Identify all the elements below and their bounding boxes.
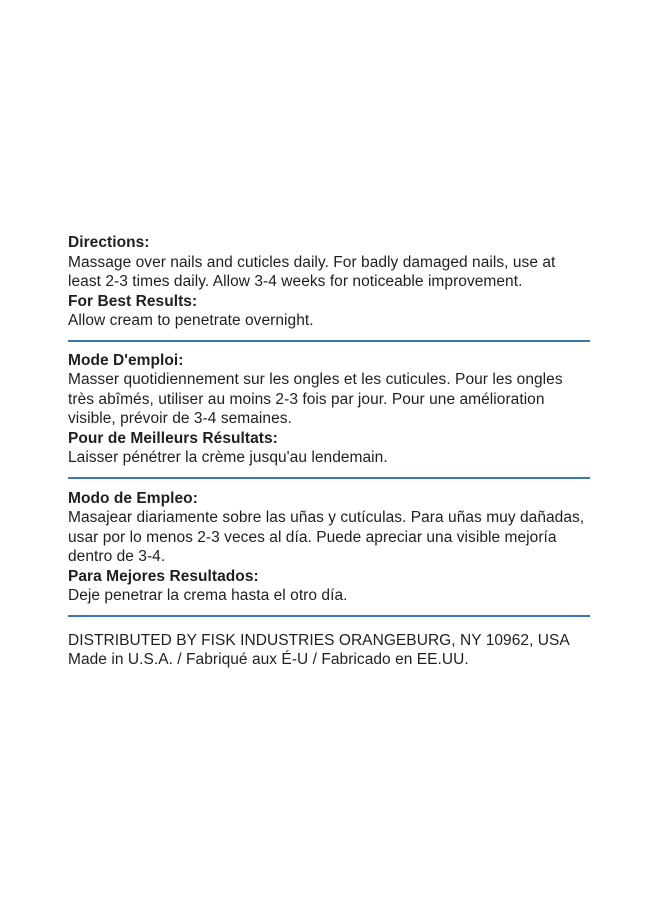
modo-empleo-body: Masajear diariamente sobre las uñas y cutículas. Para uñas muy dañadas, usar por lo menos 2-3 veces al día. Puede apreciar una visible mejoría dentro de 3-4. (68, 509, 585, 565)
directions-heading: Directions: (68, 234, 150, 251)
mode-emploi-body: Masser quotidiennement sur les ongles et les cuticules. Pour les ongles très abîmés, utiliser au moins 2-3 fois par jour. Pour une amélioration visible, prévoir de 3-4 semaines. (68, 371, 563, 427)
best-results-heading: For Best Results: (68, 292, 198, 310)
mejores-resultados-body: Deje penetrar la crema hasta el otro día. (68, 587, 348, 604)
modo-empleo-heading: Modo de Empleo: (68, 489, 198, 507)
best-results-body: Allow cream to penetrate overnight. (68, 312, 314, 329)
directions-body: Massage over nails and cuticles daily. For badly damaged nails, use at least 2-3 times daily. Allow 3-4 weeks for noticeable improvement. (68, 253, 556, 290)
section-divider (68, 615, 590, 617)
distributor-line: DISTRIBUTED BY FISK INDUSTRIES ORANGEBURG, NY 10962, USA (68, 631, 570, 649)
spanish-section (68, 489, 590, 606)
label-content (68, 233, 590, 670)
french-section (68, 351, 590, 468)
section-divider (68, 340, 590, 342)
footer (68, 631, 590, 670)
meilleurs-resultats-body: Laisser pénétrer la crème jusqu'au lendemain. (68, 449, 388, 466)
mode-emploi-heading: Mode D'emploi: (68, 351, 184, 369)
section-divider (68, 477, 590, 479)
meilleurs-resultats-heading: Pour de Meilleurs Résultats: (68, 429, 278, 447)
mejores-resultados-heading: Para Mejores Resultados: (68, 567, 259, 585)
english-section (68, 233, 590, 331)
origin-line: Made in U.S.A. / Fabriqué aux É-U / Fabricado en EE.UU. (68, 651, 469, 668)
